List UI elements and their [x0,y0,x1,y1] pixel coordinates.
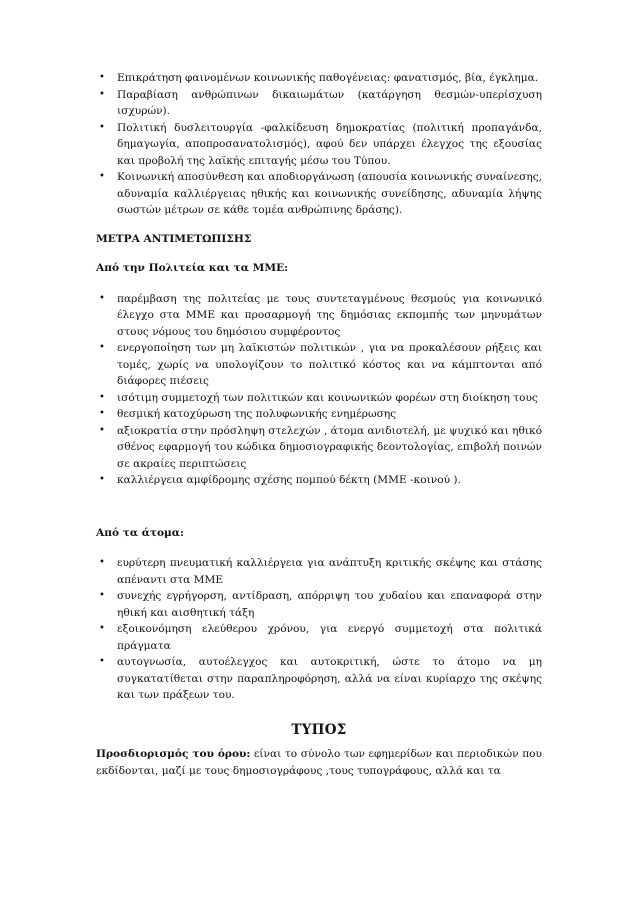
section-title: ΤΥΠΟΣ [291,721,347,738]
people-measures-list [96,555,542,704]
bullet-icon: • [99,557,105,568]
list-item: • Πολιτική δυσλειτουργία -φαλκίδευση δημοκρατίας (πολιτική προπαγάνδα, δημαγωγία, αποπροσανατολισμός), αφού δεν υπάρχει έλεγχος της εξουσίας και προβολή της λαϊκής επιταγής μέσω του Τύπου. [96,120,542,170]
people-heading: Από τα άτομα: [96,526,184,539]
measures-heading: ΜΕΤΡΑ ΑΝΤΙΜΕΤΩΠΙΣΗΣ [96,232,252,245]
bullet-icon: • [99,292,105,304]
list-item: • εξοικονόμηση ελεύθερου χρόνου, για ενεργό συμμετοχή στα πολιτικά πράγματα [96,621,542,654]
state-heading: Από την Πολιτεία και τα ΜΜΕ: [96,262,289,274]
bullet-icon: • [99,121,105,133]
bullet-icon: • [99,474,105,485]
bullet-icon: • [99,391,105,403]
definition-label: Προσδιορισμός του όρου: [96,748,251,760]
list-item: • καλλιέργεια αμφίδρομης σχέσης πομπού δέκτη (ΜΜΕ -κοινού ). [96,472,542,489]
definition-paragraph [96,746,542,779]
list-item: • Παραβίαση ανθρώπινων δικαιωμάτων (κατάργηση θεσμών-υπερίσχυση ισχυρών). [96,87,542,120]
list-item: • Κοινωνική αποσύνθεση και αποδιοργάνωση (απουσία κοινωνικής συναίνεσης, αδυναμία καλλιέργειας ηθικής και κοινωνικής συνείδησης, αδυναμία λήψης σωστών μέτρων σε κάθε τομέα ανθρώπινης δράσης). [96,169,542,219]
list-item: • ισότιμη συμμετοχή των πολιτικών και κοινωνικών φορέων στη διοίκηση τους [96,390,542,407]
list-item: • ευρύτερη πνευματική καλλιέργεια για ανάπτυξη κριτικής σκέψης και στάσης απέναντι στα ΜΜΕ [96,555,542,588]
list-item: • ενεργοποίηση των μη λαϊκιστών πολιτικών , για να προκαλέσουν ρήξεις και τομές, χωρίς να υπολογίζουν το πολιτικό κόστος και να κάμπτονται από διάφορες πιέσεις [96,340,542,390]
list-item: • αυτογνωσία, αυτοέλεγχος και αυτοκριτική, ώστε το άτομο να μη συγκατατίθεται στην παραπληροφόρηση, αλλά να είναι κυρίαρχο της σκέψης και των πράξεων του. [96,654,542,704]
definition-text: είναι το σύνολο των εφημερίδων και περιοδικών που εκδίδονται, μαζί με τους δημοσιογράφους ,τους τυπογράφους, αλλά και τα [96,748,542,777]
bullet-icon: • [99,424,105,436]
consequences-list [96,70,542,219]
list-item: • συνεχής εγρήγορση, αντίδραση, απόρριψη του χυδαίου και επαναφορά στην ηθική και αισθητική τάξη [96,588,542,621]
bullet-icon: • [99,88,105,100]
bullet-icon: • [99,342,105,353]
list-item: • παρέμβαση της πολιτείας με τους συντεταγμένους θεσμούς για κοινωνικό έλεγχο στα ΜΜΕ και προσαρμογή της δημόσιας εκπομπής των μηνυμάτων στους νόμους του δημόσιου συμφέροντος [96,291,542,341]
state-measures-list [96,291,542,489]
bullet-icon: • [99,623,105,634]
bullet-icon: • [99,656,105,667]
list-item: • θεσμική κατοχύρωση της πολυφωνικής ενημέρωσης [96,406,542,423]
bullet-icon: • [99,590,105,601]
bullet-icon: • [99,171,105,182]
bullet-icon: • [99,408,105,419]
bullet-icon: • [99,72,105,83]
list-item: • αξιοκρατία στην πρόσληψη στελεχών , άτομα ανιδιοτελή, με ψυχικό και ηθικό σθένος εφαρμογή του κώδικα δημοσιογραφικής δεοντολογίας, επιβολή ποινών σε ακραίες περιπτώσεις [96,423,542,473]
list-item: • Επικράτηση φαινομένων κοινωνικής παθογένειας: φανατισμός, βία, έγκλημα. [96,70,542,87]
